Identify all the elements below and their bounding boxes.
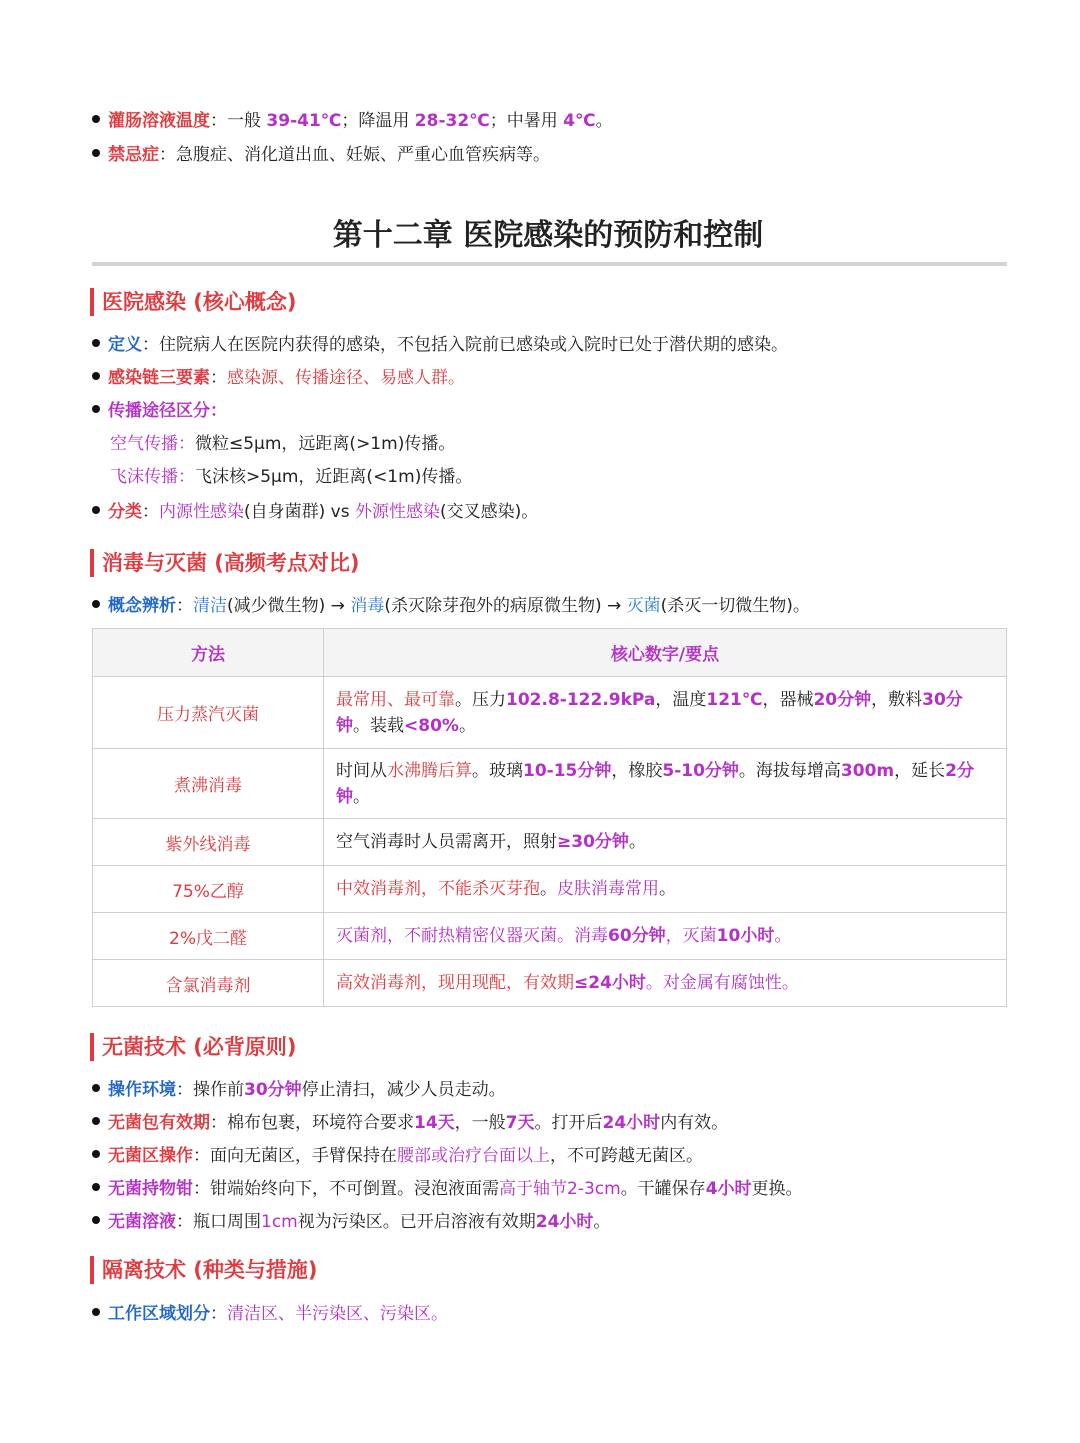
list-item: 感染链三要素：感染源、传播途径、易感人群。	[92, 363, 465, 388]
bullet-icon	[92, 149, 100, 157]
method-cell: 75%乙醇	[93, 866, 324, 913]
points-cell: 空气消毒时人员需离开，照射≥30分钟。	[324, 819, 1007, 866]
methods-table	[92, 628, 1007, 1007]
bullet-icon	[92, 339, 100, 347]
bullet-icon	[92, 600, 100, 608]
bullet-icon	[92, 1216, 100, 1224]
item-label: 灌肠溶液温度	[108, 111, 210, 131]
list-item: 分类：内源性感染(自身菌群) vs 外源性感染(交叉感染)。	[92, 497, 538, 522]
points-cell: 时间从水沸腾后算。玻璃10-15分钟，橡胶5-10分钟。海拔每增高300m，延长2分钟。	[324, 749, 1007, 819]
section-heading-infection: 医院感染 (核心概念)	[90, 288, 297, 316]
sub-item-droplet: 飞沫传播：飞沫核>5μm，近距离(<1m)传播。	[110, 467, 473, 487]
list-item: 无菌持物钳：钳端始终向下，不可倒置。浸泡液面需高于轴节2-3cm。干罐保存4小时更换。	[92, 1174, 803, 1199]
bullet-icon	[92, 1308, 100, 1316]
method-cell: 含氯消毒剂	[93, 960, 324, 1007]
bullet-icon	[92, 405, 100, 413]
table-row	[93, 819, 1007, 866]
list-item: 传播途径区分：	[92, 396, 227, 421]
sub-item-airborne: 空气传播：微粒≤5μm，远距离(>1m)传播。	[110, 434, 456, 454]
table-row	[93, 866, 1007, 913]
section-heading-isolation: 隔离技术 (种类与措施)	[90, 1256, 318, 1284]
section-heading-aseptic: 无菌技术 (必背原则)	[90, 1033, 297, 1061]
bullet-icon	[92, 115, 100, 123]
points-cell: 灭菌剂，不耐热精密仪器灭菌。消毒60分钟，灭菌10小时。	[324, 913, 1007, 960]
list-item: 定义：住院病人在医院内获得的感染，不包括入院前已感染或入院时已处于潜伏期的感染。	[92, 330, 788, 355]
method-cell: 压力蒸汽灭菌	[93, 677, 324, 749]
list-item: 概念辨析：清洁(减少微生物) → 消毒(杀灭除芽孢外的病原微生物) → 灭菌(杀灭一切微生物)。	[92, 591, 810, 616]
list-item: 无菌包有效期：棉布包裹，环境符合要求14天，一般7天。打开后24小时内有效。	[92, 1108, 728, 1133]
points-cell: 最常用、最可靠。压力102.8-122.9kPa，温度121℃，器械20分钟，敷料30分钟。装载<80%。	[324, 677, 1007, 749]
list-item: 工作区域划分：清洁区、半污染区、污染区。	[92, 1299, 448, 1324]
bullet-icon	[92, 506, 100, 514]
table-row	[93, 960, 1007, 1007]
method-cell: 煮沸消毒	[93, 749, 324, 819]
enema-temperature-item: 灌肠溶液温度：一般 39-41℃；降温用 28-32℃；中暑用 4℃。	[92, 106, 613, 131]
points-cell: 高效消毒剂，现用现配，有效期≤24小时。对金属有腐蚀性。	[324, 960, 1007, 1007]
column-header-method: 方法	[93, 629, 324, 677]
table-row	[93, 913, 1007, 960]
chapter-title: 第十二章 医院感染的预防和控制	[332, 218, 764, 253]
list-item: 无菌溶液：瓶口周围1cm视为污染区。已开启溶液有效期24小时。	[92, 1207, 610, 1232]
item-label: 禁忌症	[108, 145, 159, 165]
points-cell: 中效消毒剂，不能杀灭芽孢。皮肤消毒常用。	[324, 866, 1007, 913]
title-divider	[92, 262, 1007, 266]
column-header-points: 核心数字/要点	[324, 629, 1007, 677]
bullet-icon	[92, 1084, 100, 1092]
method-cell: 紫外线消毒	[93, 819, 324, 866]
list-item: 操作环境：操作前30分钟停止清扫，减少人员走动。	[92, 1075, 506, 1100]
contraindication-item: 禁忌症：急腹症、消化道出血、妊娠、严重心血管疾病等。	[92, 140, 550, 165]
method-cell: 2%戊二醛	[93, 913, 324, 960]
bullet-icon	[92, 372, 100, 380]
table-row	[93, 677, 1007, 749]
list-item: 无菌区操作：面向无菌区，手臂保持在腰部或治疗台面以上，不可跨越无菌区。	[92, 1141, 703, 1166]
section-heading-disinfection: 消毒与灭菌 (高频考点对比)	[90, 549, 360, 577]
bullet-icon	[92, 1117, 100, 1125]
table-header-row	[93, 629, 1007, 677]
bullet-icon	[92, 1183, 100, 1191]
table-row	[93, 749, 1007, 819]
bullet-icon	[92, 1150, 100, 1158]
